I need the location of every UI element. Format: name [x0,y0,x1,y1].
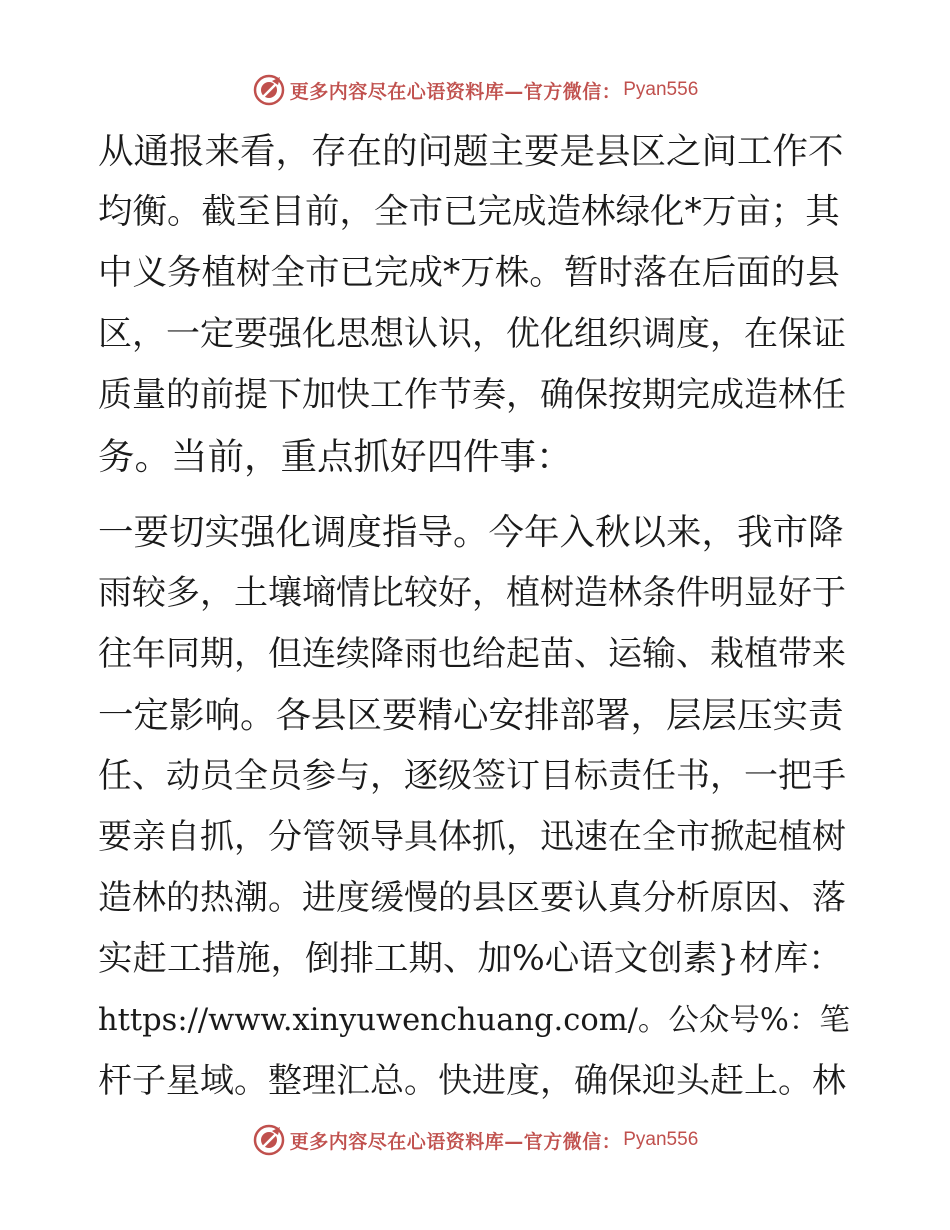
header-banner [0,70,950,110]
text-line: 质量的前提下加快工作节奏，确保按期完成造林任 [98,375,846,415]
footer-banner [0,1120,950,1160]
paragraph [98,502,850,1112]
text-line: 均衡。截至目前，全市已完成造林绿化*万亩；其 [98,192,840,232]
text-line: 要亲自抓，分管领导具体抓，迅速在全市掀起植树 [98,817,846,857]
text-line: 务。当前，重点抓好四件事： [98,435,573,478]
paragraph [98,121,850,487]
text-line: https://www.xinyuwenchuang.com/。公众号%：笔 [98,1003,850,1038]
text-line: 实赶工措施，倒排工期、加%心语文创素}材库： [98,939,843,979]
logo-icon [252,73,286,107]
banner-text: 更多内容尽在心语资料库—官方微信： [289,80,622,103]
banner-wechat-id: Pyan556 [623,1129,699,1150]
text-line: 中义务植树全市已完成*万株。暂时落在后面的县 [98,253,840,293]
text-line: 造林的热潮。进度缓慢的县区要认真分析原因、落 [98,878,846,918]
text-line: 往年同期，但连续降雨也给起苗、运输、栽植带来 [98,634,846,674]
text-line: 雨较多，土壤墒情比较好，植树造林条件明显好于 [98,573,846,613]
text-line: 一定影响。各县区要精心安排部署，层层压实责 [98,695,844,736]
text-line: 区，一定要强化思想认识，优化组织调度，在保证 [98,314,846,354]
text-line: 任、动员全员参与，逐级签订目标责任书，一把手 [98,756,846,796]
banner-text: 更多内容尽在心语资料库—官方微信： [289,1130,622,1153]
banner-wechat-id: Pyan556 [623,79,699,100]
text-line: 杆子星域。整理汇总。快进度，确保迎头赶上。林 [98,1061,846,1101]
text-line: 从通报来看，存在的问题主要是县区之间工作不 [98,131,844,172]
text-line: 一要切实强化调度指导。今年入秋以来，我市降 [98,512,844,553]
document-body [98,121,850,1112]
logo-icon [252,1123,286,1157]
